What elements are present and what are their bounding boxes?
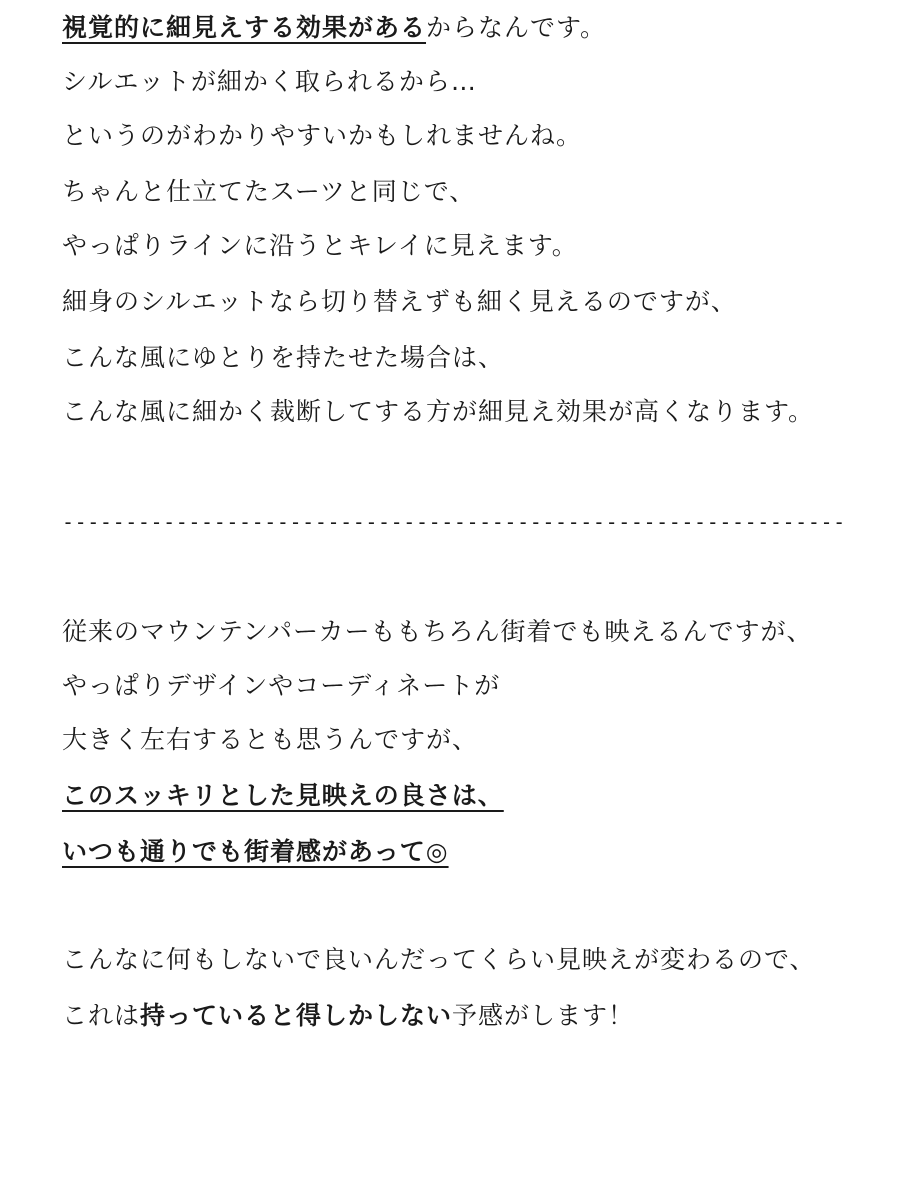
paragraph-line: [62, 998, 634, 1034]
body-text: からなんです。: [426, 13, 607, 42]
paragraph-line: シルエットが細かく取られるから…: [62, 67, 477, 96]
paragraph-line: [62, 10, 606, 46]
paragraph-line: こんな風にゆとりを持たせた場合は、: [62, 343, 505, 372]
emphasis-text: 持っていると得しかしない: [140, 1001, 453, 1030]
paragraph-line: ちゃんと仕立てたスーツと同じで、: [62, 177, 476, 206]
paragraph-line: やっぱりデザインやコーディネートが: [62, 671, 501, 700]
paragraph-line: 大きく左右するとも思うんですが、: [62, 725, 479, 754]
paragraph-line: 従来のマウンテンパーカーももちろん街着でも映えるんですが、: [62, 617, 813, 646]
paragraph-line: [62, 834, 449, 870]
emphasis-text: 視覚的に細見えする効果がある: [62, 13, 427, 42]
emphasis-text: いつも通りでも街着感があって◎: [62, 837, 449, 866]
paragraph-line: 細身のシルエットなら切り替えずも細く見えるのですが、: [62, 287, 737, 316]
paragraph-line: やっぱりラインに沿うとキレイに見えます。: [62, 231, 578, 260]
dashed-divider: --------------------------------------------------------------: [62, 510, 846, 534]
body-text: 予感がします！: [452, 1001, 635, 1030]
paragraph-line: こんな風に細かく裁断してする方が細見え効果が高くなります。: [62, 397, 815, 426]
paragraph-line: というのがわかりやすいかもしれませんね。: [62, 121, 583, 150]
paragraph-line: [62, 778, 504, 814]
emphasis-text: このスッキリとした見映えの良さは、: [62, 781, 504, 810]
body-text: これは: [62, 1001, 141, 1030]
paragraph-line: こんなに何もしないで良いんだってくらい見映えが変わるので、: [62, 945, 816, 974]
